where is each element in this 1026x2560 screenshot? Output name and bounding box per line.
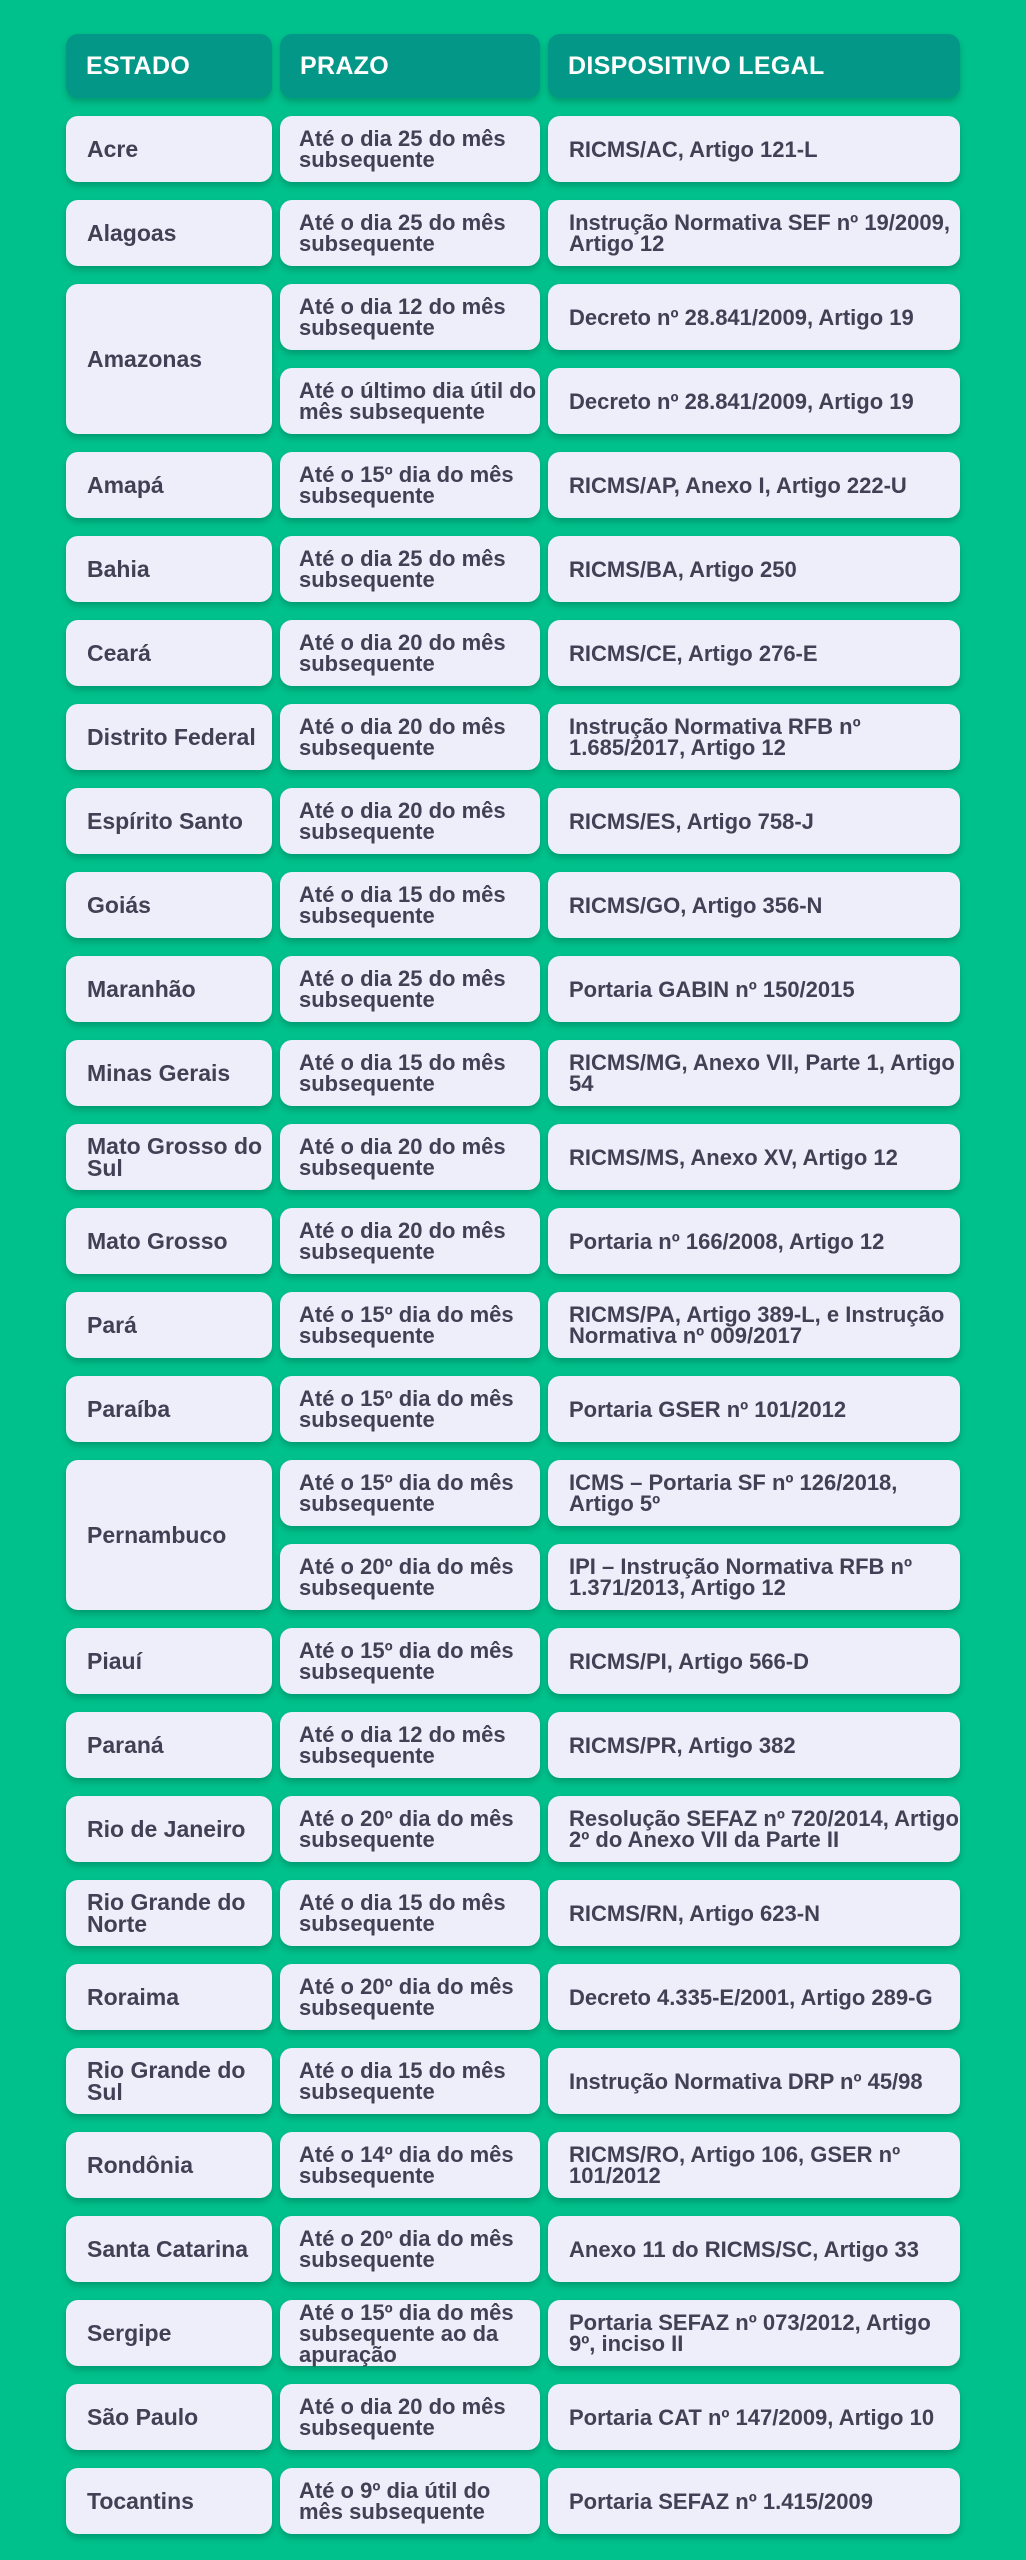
prazo-cell: Até o 20º dia do mês subsequente xyxy=(280,1964,540,2030)
dispositivo-legal-cell: RICMS/ES, Artigo 758-J xyxy=(548,788,960,854)
dispositivo-legal-cell: Anexo 11 do RICMS/SC, Artigo 33 xyxy=(548,2216,960,2282)
prazo-cell: Até o dia 25 do mês subsequente xyxy=(280,536,540,602)
dispositivo-legal-cell: RICMS/RN, Artigo 623-N xyxy=(548,1880,960,1946)
dispositivo-legal-cell: RICMS/AC, Artigo 121-L xyxy=(548,116,960,182)
estado-cell: Mato Grosso xyxy=(66,1208,272,1274)
dispositivo-legal-cell: Instrução Normativa DRP nº 45/98 xyxy=(548,2048,960,2114)
dispositivo-legal-cell: Instrução Normativa RFB nº 1.685/2017, Artigo 12 xyxy=(548,704,960,770)
dispositivo-legal-cell: Portaria SEFAZ nº 1.415/2009 xyxy=(548,2468,960,2534)
prazo-cell: Até o 15º dia do mês subsequente ao da apuração xyxy=(280,2300,540,2366)
dispositivo-legal-cell: Decreto 4.335-E/2001, Artigo 289-G xyxy=(548,1964,960,2030)
estado-cell: Acre xyxy=(66,116,272,182)
estado-cell: Rio de Janeiro xyxy=(66,1796,272,1862)
header-prazo: PRAZO xyxy=(280,34,540,98)
estado-cell: Rio Grande do Sul xyxy=(66,2048,272,2114)
estado-cell: Sergipe xyxy=(66,2300,272,2366)
dispositivo-legal-cell: Decreto nº 28.841/2009, Artigo 19 xyxy=(548,368,960,434)
dispositivo-legal-cell: RICMS/PA, Artigo 389-L, e Instrução Normativa nº 009/2017 xyxy=(548,1292,960,1358)
prazo-cell: Até o 20º dia do mês subsequente xyxy=(280,1544,540,1610)
dispositivo-legal-cell: Decreto nº 28.841/2009, Artigo 19 xyxy=(548,284,960,350)
dispositivo-legal-cell: ICMS – Portaria SF nº 126/2018, Artigo 5º xyxy=(548,1460,960,1526)
dispositivo-legal-cell: RICMS/GO, Artigo 356-N xyxy=(548,872,960,938)
dispositivo-legal-cell: RICMS/CE, Artigo 276-E xyxy=(548,620,960,686)
prazo-cell: Até o dia 20 do mês subsequente xyxy=(280,1208,540,1274)
prazo-cell: Até o dia 20 do mês subsequente xyxy=(280,788,540,854)
prazo-cell: Até o dia 15 do mês subsequente xyxy=(280,2048,540,2114)
dispositivo-legal-cell: RICMS/RO, Artigo 106, GSER nº 101/2012 xyxy=(548,2132,960,2198)
dispositivo-legal-cell: RICMS/BA, Artigo 250 xyxy=(548,536,960,602)
prazo-cell: Até o dia 20 do mês subsequente xyxy=(280,1124,540,1190)
header-estado: ESTADO xyxy=(66,34,272,98)
prazo-cell: Até o dia 20 do mês subsequente xyxy=(280,620,540,686)
prazo-cell: Até o 20º dia do mês subsequente xyxy=(280,1796,540,1862)
prazo-cell: Até o dia 25 do mês subsequente xyxy=(280,200,540,266)
prazo-cell: Até o 15º dia do mês subsequente xyxy=(280,1376,540,1442)
estado-cell: São Paulo xyxy=(66,2384,272,2450)
dispositivo-legal-cell: Portaria SEFAZ nº 073/2012, Artigo 9º, inciso II xyxy=(548,2300,960,2366)
prazo-cell: Até o 9º dia útil do mês subsequente xyxy=(280,2468,540,2534)
prazo-cell: Até o 15º dia do mês subsequente xyxy=(280,452,540,518)
prazo-cell: Até o dia 25 do mês subsequente xyxy=(280,116,540,182)
estado-cell: Rio Grande do Norte xyxy=(66,1880,272,1946)
estado-cell: Pernambuco xyxy=(66,1460,272,1610)
estado-cell: Tocantins xyxy=(66,2468,272,2534)
dispositivo-legal-cell: Portaria GSER nº 101/2012 xyxy=(548,1376,960,1442)
prazo-cell: Até o 15º dia do mês subsequente xyxy=(280,1628,540,1694)
estado-cell: Alagoas xyxy=(66,200,272,266)
prazo-cell: Até o 15º dia do mês subsequente xyxy=(280,1460,540,1526)
dispositivo-legal-cell: Resolução SEFAZ nº 720/2014, Artigo 2º do Anexo VII da Parte II xyxy=(548,1796,960,1862)
estado-cell: Goiás xyxy=(66,872,272,938)
prazo-cell: Até o dia 12 do mês subsequente xyxy=(280,1712,540,1778)
estado-cell: Piauí xyxy=(66,1628,272,1694)
dispositivo-legal-cell: RICMS/AP, Anexo I, Artigo 222-U xyxy=(548,452,960,518)
prazo-cell: Até o dia 15 do mês subsequente xyxy=(280,1880,540,1946)
estado-cell: Bahia xyxy=(66,536,272,602)
prazo-cell: Até o dia 25 do mês subsequente xyxy=(280,956,540,1022)
estado-cell: Roraima xyxy=(66,1964,272,2030)
prazo-cell: Até o 14º dia do mês subsequente xyxy=(280,2132,540,2198)
header-dispositivo-legal: DISPOSITIVO LEGAL xyxy=(548,34,960,98)
estado-cell: Espírito Santo xyxy=(66,788,272,854)
estado-cell: Rondônia xyxy=(66,2132,272,2198)
dispositivo-legal-cell: Portaria nº 166/2008, Artigo 12 xyxy=(548,1208,960,1274)
prazo-cell: Até o 15º dia do mês subsequente xyxy=(280,1292,540,1358)
prazo-cell: Até o dia 12 do mês subsequente xyxy=(280,284,540,350)
estado-cell: Mato Grosso do Sul xyxy=(66,1124,272,1190)
prazo-cell: Até o 20º dia do mês subsequente xyxy=(280,2216,540,2282)
prazo-cell: Até o dia 15 do mês subsequente xyxy=(280,872,540,938)
states-table xyxy=(66,34,960,2534)
estado-cell: Pará xyxy=(66,1292,272,1358)
estado-cell: Paraíba xyxy=(66,1376,272,1442)
estado-cell: Minas Gerais xyxy=(66,1040,272,1106)
prazo-cell: Até o dia 20 do mês subsequente xyxy=(280,704,540,770)
estado-cell: Distrito Federal xyxy=(66,704,272,770)
estado-cell: Amazonas xyxy=(66,284,272,434)
estado-cell: Maranhão xyxy=(66,956,272,1022)
dispositivo-legal-cell: RICMS/PR, Artigo 382 xyxy=(548,1712,960,1778)
dispositivo-legal-cell: Instrução Normativa SEF nº 19/2009, Artigo 12 xyxy=(548,200,960,266)
estado-cell: Ceará xyxy=(66,620,272,686)
dispositivo-legal-cell: Portaria GABIN nº 150/2015 xyxy=(548,956,960,1022)
dispositivo-legal-cell: RICMS/MS, Anexo XV, Artigo 12 xyxy=(548,1124,960,1190)
estado-cell: Santa Catarina xyxy=(66,2216,272,2282)
prazo-cell: Até o último dia útil do mês subsequente xyxy=(280,368,540,434)
dispositivo-legal-cell: RICMS/MG, Anexo VII, Parte 1, Artigo 54 xyxy=(548,1040,960,1106)
estado-cell: Amapá xyxy=(66,452,272,518)
prazo-cell: Até o dia 20 do mês subsequente xyxy=(280,2384,540,2450)
prazo-cell: Até o dia 15 do mês subsequente xyxy=(280,1040,540,1106)
dispositivo-legal-cell: Portaria CAT nº 147/2009, Artigo 10 xyxy=(548,2384,960,2450)
dispositivo-legal-cell: RICMS/PI, Artigo 566-D xyxy=(548,1628,960,1694)
estado-cell: Paraná xyxy=(66,1712,272,1778)
dispositivo-legal-cell: IPI – Instrução Normativa RFB nº 1.371/2013, Artigo 12 xyxy=(548,1544,960,1610)
